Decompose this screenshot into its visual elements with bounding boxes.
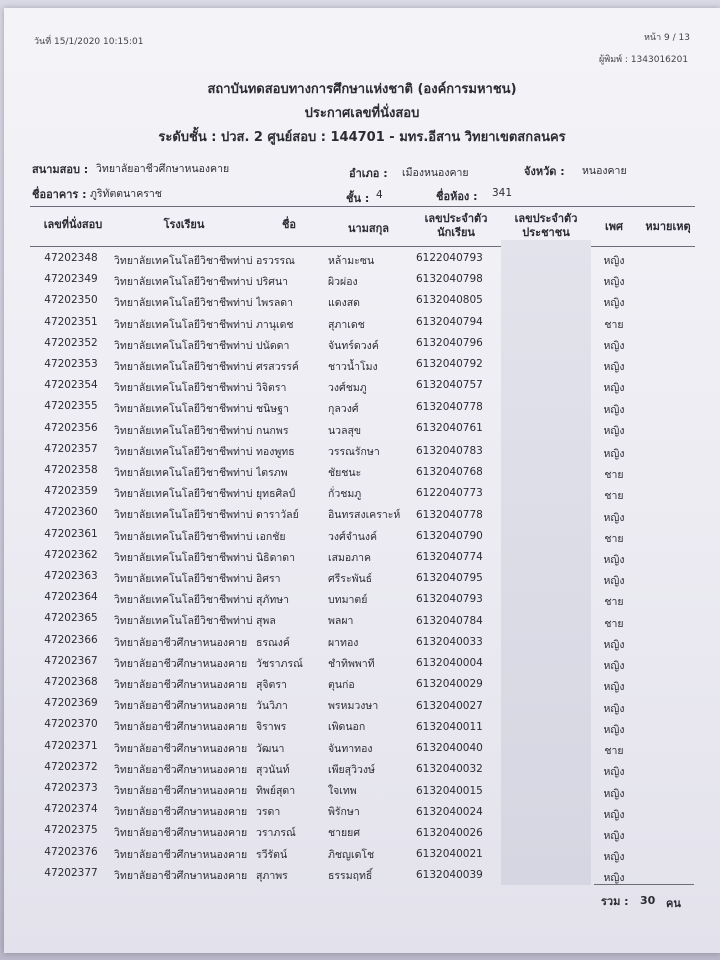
cell-gender: หญิง — [603, 382, 625, 395]
cell-student-id: 6132040805 — [416, 294, 483, 307]
cell-last-name: วรรณรักษา — [328, 445, 380, 458]
cell-first-name: ศรสวรรค์ — [256, 361, 299, 373]
cell-first-name: ดาราวัลย์ — [256, 509, 299, 522]
cell-seat: 47202362 — [44, 548, 98, 561]
cell-first-name: ทิพย์สุดา — [256, 785, 296, 797]
header-national-id — [502, 212, 590, 240]
cell-student-id: 6132040778 — [416, 400, 483, 413]
cell-student-id: 6132040040 — [416, 742, 483, 755]
floor-value: 4 — [376, 189, 383, 201]
cell-gender: หญิง — [603, 830, 625, 842]
cell-seat: 47202376 — [44, 845, 98, 858]
cell-last-name: พลผา — [328, 615, 354, 628]
cell-school: วิทยาลัยอาชีวศึกษาหนองคาย — [114, 636, 248, 649]
cell-last-name: เพียสุวิวงษ์ — [328, 763, 375, 776]
cell-last-name: ผาทอง — [328, 636, 359, 649]
cell-gender: หญิง — [603, 361, 625, 374]
cell-gender: หญิง — [603, 554, 625, 567]
cell-seat: 47202371 — [44, 739, 98, 752]
cell-last-name: พรหมวงษา — [328, 700, 379, 713]
cell-seat: 47202365 — [44, 612, 98, 625]
cell-first-name: ปริศนา — [256, 276, 289, 289]
header-seat: เลขที่นั่งสอบ — [43, 218, 103, 231]
cell-seat: 47202353 — [44, 358, 98, 370]
cell-last-name: หล้ามะซน — [328, 255, 375, 267]
cell-last-name: ชายยศ — [328, 827, 360, 840]
total-label: รวม : — [601, 895, 629, 908]
cell-student-id: 6132040790 — [416, 529, 483, 542]
cell-gender: ชาย — [604, 596, 624, 609]
cell-first-name: สุวนันท์ — [256, 763, 290, 776]
cell-gender: หญิง — [603, 255, 625, 267]
header-national-id-line1: เลขประจำตัว — [514, 212, 578, 225]
cell-seat: 47202375 — [44, 824, 98, 837]
cell-first-name: สุจิตรา — [256, 679, 287, 691]
cell-first-name: จิราพร — [256, 721, 287, 734]
cell-student-id: 6132040039 — [416, 869, 483, 882]
cell-school: วิทยาลัยเทคโนโลยีวิชาชีพท่าบ่ — [114, 297, 253, 310]
cell-first-name: วรดา — [256, 806, 281, 819]
cell-gender: หญิง — [603, 872, 625, 885]
cell-school: วิทยาลัยอาชีวศึกษาหนองคาย — [114, 848, 248, 861]
institute-title: สถาบันทดสอบทางการศึกษาแห่งชาติ (องค์การมหาชน) — [207, 82, 517, 97]
cell-school: วิทยาลัยเทคโนโลยีวิชาชีพท่าบ่ — [114, 615, 253, 628]
cell-student-id: 6132040027 — [416, 699, 483, 712]
cell-first-name: ไพรลดา — [256, 297, 293, 310]
cell-gender: หญิง — [603, 766, 625, 779]
cell-first-name: สุภาพร — [256, 869, 288, 882]
room-value: 341 — [492, 187, 513, 199]
cell-first-name: วัชราภรณ์ — [256, 657, 303, 670]
cell-seat: 47202373 — [44, 782, 98, 794]
announcement-title: ประกาศเลขที่นั่งสอบ — [304, 106, 420, 121]
cell-school: วิทยาลัยเทคโนโลยีวิชาชีพท่าบ่ — [114, 318, 253, 331]
cell-first-name: สุภัทษา — [256, 594, 290, 607]
cell-gender: หญิง — [603, 403, 625, 416]
cell-gender: หญิง — [603, 424, 625, 437]
building-value: ภูริทัตตนาคราช — [90, 188, 162, 200]
cell-student-id: 6132040004 — [416, 657, 483, 670]
cell-last-name: พิรักษา — [328, 806, 360, 819]
cell-first-name: นิธิดาดา — [256, 551, 296, 564]
cell-first-name: วัฒนา — [256, 742, 285, 755]
header-gender: เพศ — [605, 220, 623, 233]
cell-seat: 47202355 — [44, 400, 98, 413]
cell-school: วิทยาลัยเทคโนโลยีวิชาชีพท่าบ่ — [114, 467, 253, 479]
cell-school: วิทยาลัยเทคโนโลยีวิชาชีพท่าบ่ — [114, 551, 253, 564]
district-value: เมืองหนองคาย — [402, 167, 469, 179]
cell-student-id: 6132040761 — [416, 421, 483, 434]
cell-school: วิทยาลัยเทคโนโลยีวิชาชีพท่าบ่ — [114, 594, 253, 607]
cell-student-id: 6132040792 — [416, 358, 483, 371]
cell-school: วิทยาลัยอาชีวศึกษาหนองคาย — [114, 827, 248, 840]
cell-school: วิทยาลัยอาชีวศึกษาหนองคาย — [114, 721, 248, 734]
cell-school: วิทยาลัยอาชีวศึกษาหนองคาย — [114, 869, 248, 882]
cell-gender: หญิง — [603, 447, 625, 460]
cell-student-id: 6132040015 — [416, 784, 483, 797]
cell-gender: หญิง — [603, 660, 625, 673]
province-value: หนองคาย — [582, 165, 627, 177]
cell-student-id: 6132040011 — [416, 720, 483, 733]
cell-school: วิทยาลัยอาชีวศึกษาหนองคาย — [114, 679, 248, 691]
cell-student-id: 6132040026 — [416, 827, 483, 839]
cell-student-id: 6132040029 — [416, 678, 483, 691]
redacted-national-id-column — [501, 240, 591, 885]
cell-student-id: 6132040768 — [416, 466, 483, 479]
cell-seat: 47202361 — [44, 527, 98, 540]
cell-last-name: นวลสุข — [328, 424, 362, 437]
cell-seat: 47202354 — [44, 379, 98, 392]
cell-gender: หญิง — [603, 681, 625, 694]
table-header-rule — [30, 246, 695, 247]
cell-last-name: บทมาตย์ — [328, 594, 368, 607]
cell-gender: หญิง — [603, 808, 625, 821]
cell-seat: 47202352 — [44, 336, 98, 349]
cell-first-name: อรวรรณ — [256, 255, 295, 267]
header-national-id-line2: ประชาชน — [522, 226, 570, 239]
cell-first-name: สุพล — [256, 615, 276, 628]
cell-student-id: 6122040793 — [416, 252, 483, 264]
cell-seat: 47202370 — [44, 718, 98, 731]
cell-last-name: กั่วชมภู — [328, 488, 362, 501]
cell-school: วิทยาลัยอาชีวศึกษาหนองคาย — [114, 763, 248, 776]
cell-gender: หญิง — [603, 575, 625, 588]
cell-gender: หญิง — [603, 702, 625, 715]
total-unit: คน — [666, 897, 681, 910]
cell-last-name: ตุนก่อ — [328, 679, 355, 691]
cell-gender: หญิง — [603, 511, 625, 524]
cell-last-name: ผิวผ่อง — [328, 276, 358, 289]
cell-school: วิทยาลัยเทคโนโลยีวิชาชีพท่าบ่ — [114, 361, 253, 373]
cell-student-id: 6132040033 — [416, 635, 483, 648]
cell-school: วิทยาลัยเทคโนโลยีวิชาชีพท่าบ่ — [114, 276, 253, 289]
printed-by: ผู้พิมพ์ : 1343016201 — [599, 55, 689, 65]
total-value: 30 — [640, 894, 656, 907]
cell-first-name: ชนิษฐา — [256, 403, 289, 416]
cell-student-id: 6132040794 — [416, 315, 483, 328]
cell-last-name: วงศ์จำนงค์ — [328, 530, 378, 543]
cell-student-id: 6122040773 — [416, 487, 483, 500]
cell-school: วิทยาลัยเทคโนโลยีวิชาชีพท่าบ่ — [114, 509, 253, 522]
cell-student-id: 6132040783 — [416, 444, 483, 457]
cell-gender: ชาย — [604, 490, 624, 503]
cell-first-name: ภานุเดช — [256, 318, 294, 331]
cell-last-name: เสมอภาค — [328, 551, 372, 564]
floor-label: ชั้น : — [346, 192, 370, 205]
cell-first-name: เอกชัย — [256, 530, 286, 543]
cell-seat: 47202377 — [44, 866, 98, 879]
cell-gender: หญิง — [603, 787, 625, 800]
cell-first-name: วิจิตรา — [256, 382, 287, 395]
header-school: โรงเรียน — [163, 218, 205, 231]
exam-seat-announcement-page — [4, 8, 720, 953]
cell-last-name: แดงสด — [328, 297, 360, 310]
cell-last-name: ชัยชนะ — [328, 467, 362, 479]
cell-seat: 47202364 — [44, 591, 98, 604]
district-label: อำเภอ : — [349, 167, 388, 180]
cell-first-name: ปนัดดา — [256, 339, 290, 352]
cell-seat: 47202367 — [44, 654, 98, 667]
cell-last-name: ศรีระพันธ์ — [328, 573, 373, 585]
cell-student-id: 6132040032 — [416, 763, 483, 776]
cell-school: วิทยาลัยเทคโนโลยีวิชาชีพท่าบ่ — [114, 573, 253, 585]
cell-last-name: ชำทิพพาที — [328, 657, 375, 670]
cell-student-id: 6132040778 — [416, 508, 483, 521]
cell-first-name: ยุทธศิลป์ — [256, 488, 296, 501]
cell-last-name: ใจเทพ — [328, 785, 357, 797]
cell-last-name: กุลวงศ์ — [328, 403, 359, 416]
cell-last-name: ภิชญเดโช — [328, 848, 375, 861]
building-label: ชื่ออาคาร : — [32, 188, 87, 201]
cell-student-id: 6132040021 — [416, 848, 483, 861]
cell-student-id: 6132040784 — [416, 614, 483, 627]
cell-school: วิทยาลัยอาชีวศึกษาหนองคาย — [114, 700, 248, 713]
cell-school: วิทยาลัยอาชีวศึกษาหนองคาย — [114, 785, 248, 797]
cell-student-id: 6132040795 — [416, 572, 483, 585]
cell-seat: 47202363 — [44, 570, 98, 582]
exam-level-center: ระดับชั้น : ปวส. 2 ศูนย์สอบ : 144701 - มทร.อีสาน วิทยาเขตสกลนคร — [158, 130, 566, 145]
page-number: หน้า 9 / 13 — [644, 33, 690, 43]
cell-school: วิทยาลัยเทคโนโลยีวิชาชีพท่าบ่ — [114, 445, 253, 458]
cell-student-id: 6132040796 — [416, 336, 483, 349]
venue-value: วิทยาลัยอาชีวศึกษาหนองคาย — [96, 163, 230, 175]
cell-gender: ชาย — [604, 617, 624, 630]
cell-seat: 47202374 — [44, 803, 98, 816]
cell-last-name: จันทร์ดวงค์ — [328, 339, 379, 352]
cell-gender: หญิง — [603, 339, 625, 352]
room-label: ชื่อห้อง : — [436, 190, 478, 203]
cell-school: วิทยาลัยเทคโนโลยีวิชาชีพท่าบ่ — [114, 424, 253, 437]
cell-school: วิทยาลัยเทคโนโลยีวิชาชีพท่าบ่ — [114, 488, 253, 501]
cell-seat: 47202351 — [44, 315, 98, 328]
cell-school: วิทยาลัยเทคโนโลยีวิชาชีพท่าบ่ — [114, 403, 253, 416]
cell-first-name: อิศรา — [256, 573, 281, 585]
cell-gender: ชาย — [604, 469, 624, 482]
cell-seat: 47202356 — [44, 421, 98, 434]
cell-seat: 47202369 — [44, 697, 98, 710]
header-student-id — [412, 212, 500, 240]
cell-seat: 47202350 — [44, 294, 98, 307]
venue-label: สนามสอบ : — [32, 163, 89, 176]
header-student-id-line1: เลขประจำตัว — [424, 212, 488, 225]
cell-seat: 47202359 — [44, 485, 98, 498]
cell-seat: 47202372 — [44, 760, 98, 773]
cell-student-id: 6132040757 — [416, 379, 483, 392]
cell-first-name: วราภรณ์ — [256, 827, 296, 840]
cell-school: วิทยาลัยอาชีวศึกษาหนองคาย — [114, 742, 248, 755]
cell-first-name: ธรณงค์ — [256, 636, 290, 649]
cell-gender: หญิง — [603, 851, 625, 864]
cell-seat: 47202360 — [44, 506, 98, 519]
cell-first-name: ทองพูทธ — [256, 445, 295, 458]
cell-student-id: 6132040774 — [416, 551, 483, 564]
cell-gender: หญิง — [603, 276, 625, 289]
cell-gender: หญิง — [603, 638, 625, 651]
cell-seat: 47202366 — [44, 633, 98, 646]
cell-first-name: รวีรัตน์ — [256, 848, 288, 861]
cell-seat: 47202349 — [44, 273, 98, 286]
cell-gender: ชาย — [604, 318, 624, 331]
header-note: หมายเหตุ — [645, 220, 691, 233]
cell-seat: 47202357 — [44, 442, 98, 455]
cell-seat: 47202358 — [44, 464, 98, 476]
cell-last-name: จันทาทอง — [328, 742, 373, 755]
cell-school: วิทยาลัยเทคโนโลยีวิชาชีพท่าบ่ — [114, 382, 253, 395]
cell-last-name: อินทรสงเคราะห์ — [328, 509, 401, 522]
header-first-name: ชื่อ — [281, 218, 297, 231]
cell-gender: ชาย — [604, 745, 624, 758]
province-label: จังหวัด : — [524, 165, 565, 178]
cell-gender: ชาย — [604, 532, 624, 545]
cell-school: วิทยาลัยอาชีวศึกษาหนองคาย — [114, 657, 248, 670]
cell-gender: หญิง — [603, 297, 625, 310]
cell-last-name: ธรรมฤทธิ์ — [328, 869, 373, 882]
cell-seat: 47202348 — [44, 252, 98, 264]
cell-school: วิทยาลัยอาชีวศึกษาหนองคาย — [114, 806, 248, 819]
cell-school: วิทยาลัยเทคโนโลยีวิชาชีพท่าบ่ — [114, 255, 253, 267]
cell-school: วิทยาลัยเทคโนโลยีวิชาชีพท่าบ่ — [114, 530, 253, 543]
cell-last-name: วงศ์ชมภู — [328, 382, 367, 395]
cell-student-id: 6132040798 — [416, 273, 483, 286]
header-student-id-line2: นักเรียน — [437, 226, 475, 239]
cell-last-name: ชาวน้ำโมง — [328, 361, 378, 373]
printed-date: วันที่ 15/1/2020 10:15:01 — [34, 37, 144, 47]
cell-student-id: 6132040793 — [416, 593, 483, 606]
cell-student-id: 6132040024 — [416, 805, 483, 818]
header-last-name: นามสกุล — [347, 222, 390, 235]
table-top-rule — [30, 206, 695, 207]
cell-last-name: เพิดนอก — [328, 721, 366, 734]
cell-school: วิทยาลัยเทคโนโลยีวิชาชีพท่าบ่ — [114, 339, 253, 352]
cell-first-name: วันวิภา — [256, 700, 288, 713]
cell-first-name: ไตรภพ — [256, 467, 288, 479]
total-rule — [594, 884, 694, 885]
cell-last-name: สุภาเดช — [328, 318, 365, 331]
cell-gender: หญิง — [603, 723, 625, 736]
cell-first-name: กนกพร — [256, 424, 289, 437]
cell-seat: 47202368 — [44, 676, 98, 688]
